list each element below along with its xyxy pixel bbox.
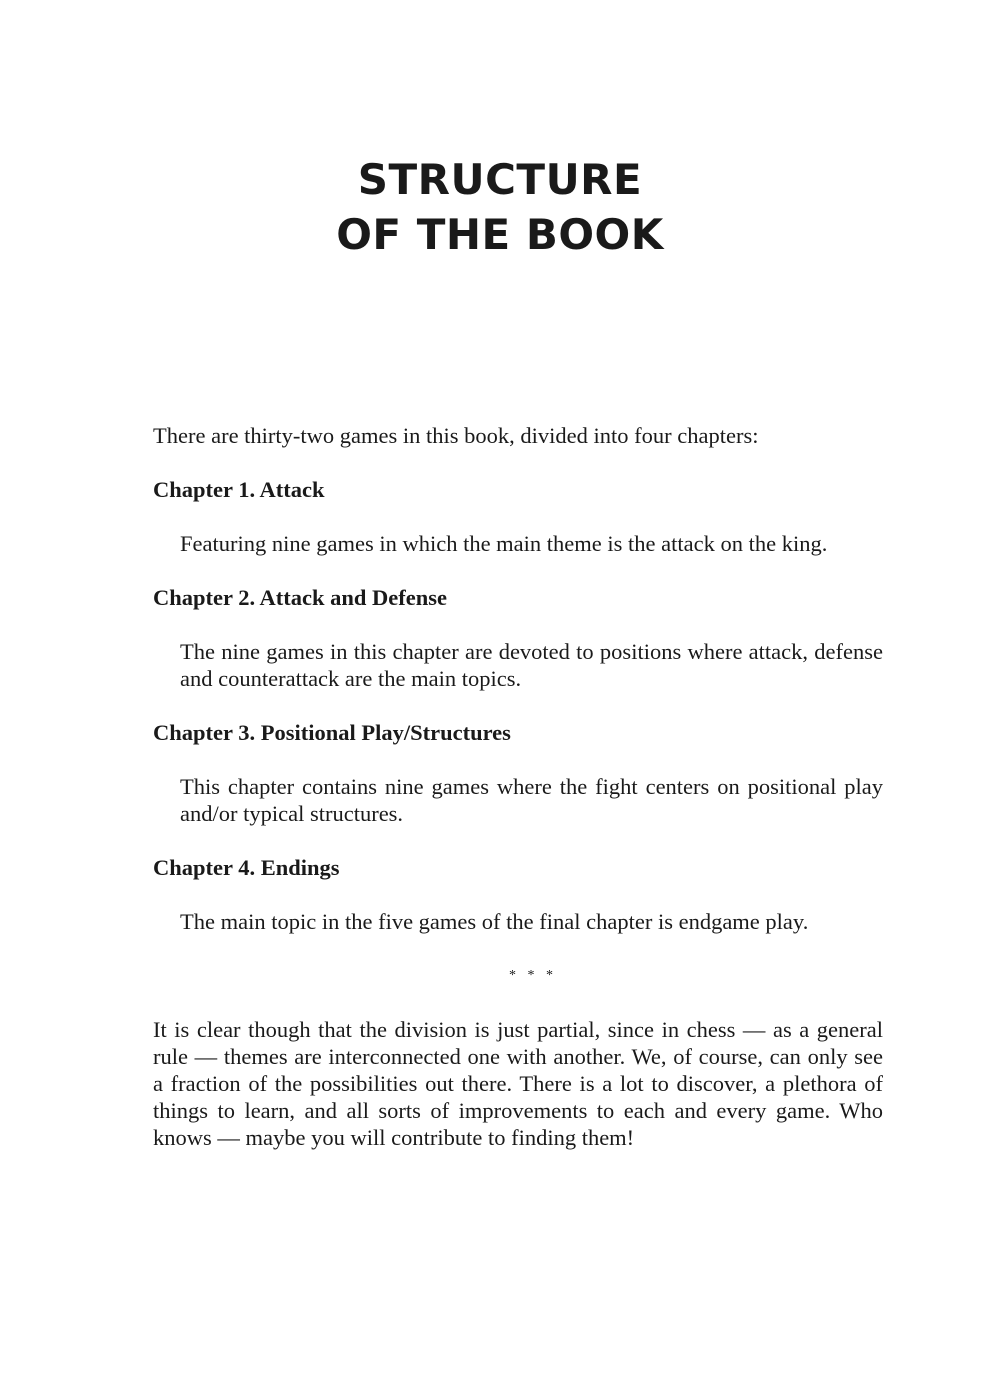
intro-paragraph: There are thirty-two games in this book, divided into four chapters: <box>153 423 759 448</box>
closing-paragraph: It is clear though that the division is just partial, since in chess — as a general rule — themes are interconnected one with another. We, of course, can only see a fraction of the possibilities out there. There is a lot to discover, a plethora of things to learn, and all sorts of improvements to each and every game. Who knows — maybe you will contribute to finding them! <box>153 1017 883 1150</box>
chapter-4-description: The main topic in the five games of the final chapter is endgame play. <box>180 909 809 934</box>
chapter-1-description: Featuring nine games in which the main theme is the attack on the king. <box>180 531 828 556</box>
chapter-3-heading: Chapter 3. Positional Play/Structures <box>153 720 511 745</box>
chapter-4-heading: Chapter 4. Endings <box>153 855 340 880</box>
page-body <box>153 422 883 1151</box>
chapter-1-heading: Chapter 1. Attack <box>153 477 325 502</box>
chapter-2-heading: Chapter 2. Attack and Defense <box>153 585 447 610</box>
page-title <box>0 152 1000 262</box>
section-separator: * * * <box>509 968 557 983</box>
page-title-line-2: OF THE BOOK <box>336 210 664 259</box>
chapter-3-description: This chapter contains nine games where the fight centers on positional play and/or typical structures. <box>180 774 883 826</box>
page-title-line-1: STRUCTURE <box>357 155 643 204</box>
chapter-2-description: The nine games in this chapter are devoted to positions where attack, defense and counterattack are the main topics. <box>180 639 883 691</box>
